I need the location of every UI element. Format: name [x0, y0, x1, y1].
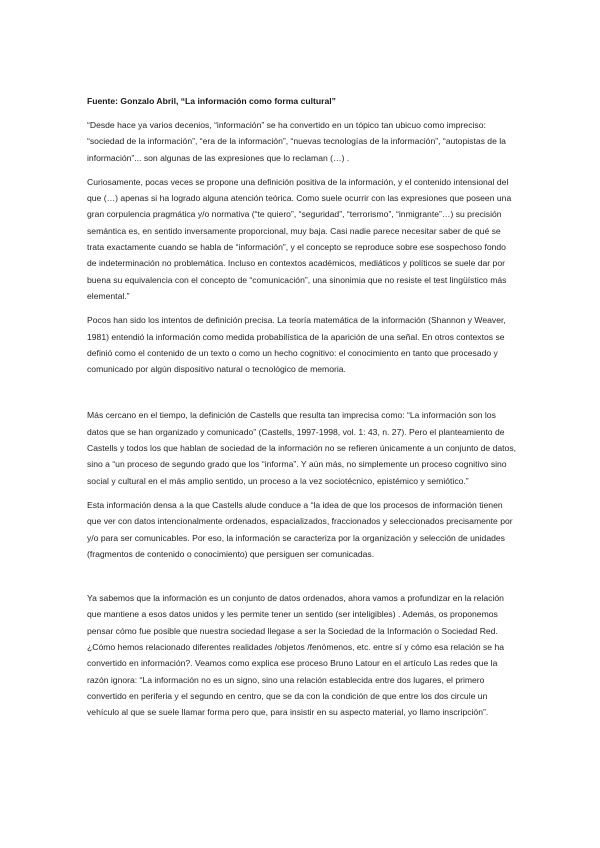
section-gap — [87, 570, 517, 590]
document-body — [87, 95, 517, 729]
paragraph-precise-definition: Pocos han sido los intentos de definición precisa. La teoría matemática de la información (Shannon y Weaver, 1981) entendió la información como medida probabilística de la aparición de una señal. En otros contextos se definió como el contenido de un texto o como un hecho cognitivo: el conocimiento en tanto que procesado y comunicado por algún dispositivo natural o tecnológico de memoria. — [87, 315, 506, 375]
source-citation: Fuente: Gonzalo Abril, “La información como forma cultural” — [87, 96, 336, 106]
paragraph-definition: Curiosamente, pocas veces se propone una definición positiva de la información, y el contenido intensional del que (…) apenas si ha logrado alguna atención teórica. Como suele ocurrir con las expresiones que poseen una gran corpulencia pragmática y/o normativa (“te quiero”, “seguridad”, “terrorismo”, “inmigrante”…) su precisión semántica es, en sentido inversamente proporcional, muy baja. Casi nadie parece necesitar saber de qué se trata exactamente cuando se habla de “información”, y el concepto se reproduce sobre ese sospechoso fondo de indeterminación no problemática. Incluso en contextos académicos, mediáticos y políticos se suele dar por buena su equivalencia con el concepto de “comunicación”, una sinonimia que no resiste el test lingüístico más elemental.” — [87, 176, 512, 301]
paragraph-quote-intro: “Desde hace ya varios decenios, “información” se ha convertido en un tópico tan ubicuo como impreciso: “sociedad de la información”, “era de la información”, “nuevas tecnologías de la información”, “autopistas de la información”... son algunas de las expresiones que lo reclaman (…) . — [87, 120, 506, 163]
section-gap — [87, 385, 517, 407]
paragraph-dense-information: Esta información densa a la que Castells alude conduce a “la idea de que los procesos de información tienen que ver con datos intencionalmente ordenados, espacializados, fraccionados y seleccionados precisamente por y/o para ser comunicables. Por eso, la información se caracteriza por la organización y selección de unidades (fragmentos de contenido o conocimiento) que persiguen ser comunicadas. — [87, 499, 513, 559]
paragraph-castells: Más cercano en el tiempo, la definición de Castells que resulta tan imprecisa como: “La información son los datos que se han organizado y comunicado” (Castells, 1997-1998, vol. 1: 43, n. 27). Pero el planteamiento de Castells y todos los que hablan de sociedad de la información no se refieren únicamente a un conjunto de datos, sino a “un proceso de segundo grado que los “informa”. Y aún más, no simplemente un proceso cognitivo sino social y cultural en el más amplio sentido, un proceso a la vez sociotécnico, epistémico y semiótico.” — [87, 410, 517, 486]
paragraph-latour: Ya sabemos que la información es un conjunto de datos ordenados, ahora vamos a profundizar en la relación que mantiene a esos datos unidos y les permite tener un sentido (ser inteligibles) . Además, os proponemos pensar cómo fue posible que nuestra sociedad llegase a ser la Sociedad de la Información o Sociedad Red. ¿Cómo hemos relacionado diferentes realidades /objetos /fenómenos, etc. entre sí y cómo esa relación se ha convertido en información?. Veamos como explica ese proceso Bruno Latour en el artículo Las redes que la razón ignora: “La información no es un signo, sino una relación establecida entre dos lugares, el primero convertido en periferia y el segundo en centro, que se da con la condición de que entre los dos circule un vehículo al que se suele llamar forma pero que, para insistir en su aspecto material, yo llamo inscripción”. — [87, 593, 505, 718]
